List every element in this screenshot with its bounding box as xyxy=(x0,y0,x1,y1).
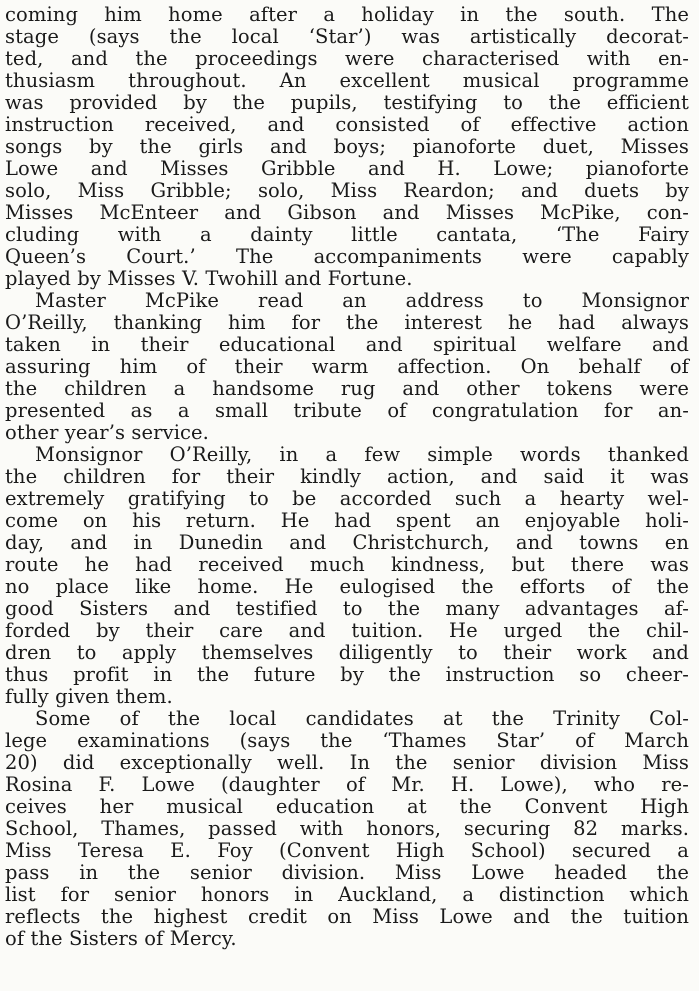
text-line: Master McPike read an address to Monsignor xyxy=(35,289,689,312)
text-line: Rosina F. Lowe (daughter of Mr. H. Lowe), who re- xyxy=(5,773,689,796)
text-line: thusiasm throughout. An excellent musical programme xyxy=(5,69,689,92)
text-line: Some of the local candidates at the Trinity Col- xyxy=(35,707,689,730)
paragraph-3 xyxy=(5,444,689,708)
text-line: route he had received much kindness, but there was xyxy=(5,553,689,576)
text-line: forded by their care and tuition. He urged the chil- xyxy=(5,619,689,642)
text-line: list for senior honors in Auckland, a distinction which xyxy=(5,883,689,906)
text-line: extremely gratifying to be accorded such a hearty wel- xyxy=(5,487,689,510)
paragraph-1 xyxy=(5,4,689,290)
text-line: Queen’s Court.’ The accompaniments were capably xyxy=(5,245,689,268)
text-line: Misses McEnteer and Gibson and Misses McPike, con- xyxy=(5,201,689,224)
text-line: taken in their educational and spiritual welfare and xyxy=(5,333,689,356)
text-line: School, Thames, passed with honors, securing 82 marks. xyxy=(5,817,689,840)
article-body xyxy=(5,4,689,950)
text-line: O’Reilly, thanking him for the interest he had always xyxy=(5,311,689,334)
text-line: the children a handsome rug and other tokens were xyxy=(5,377,689,400)
text-line: fully given them. xyxy=(5,685,173,708)
text-line: dren to apply themselves diligently to their work and xyxy=(5,641,689,664)
text-line: lege examinations (says the ‘Thames Star’ of March xyxy=(5,729,689,752)
text-line: ted, and the proceedings were characterised with en- xyxy=(5,47,689,70)
text-line: coming him home after a holiday in the south. The xyxy=(5,3,689,26)
text-line: Monsignor O’Reilly, in a few simple words thanked xyxy=(35,443,689,466)
text-line: pass in the senior division. Miss Lowe headed the xyxy=(5,861,689,884)
text-line: reflects the highest credit on Miss Lowe and the tuition xyxy=(5,905,689,928)
text-line: come on his return. He had spent an enjoyable holi- xyxy=(5,509,689,532)
text-line: Lowe and Misses Gribble and H. Lowe; pianoforte xyxy=(5,157,689,180)
text-line: cluding with a dainty little cantata, ‘The Fairy xyxy=(5,223,689,246)
text-line: the children for their kindly action, and said it was xyxy=(5,465,689,488)
paragraph-2 xyxy=(5,290,689,444)
text-line: songs by the girls and boys; pianoforte duet, Misses xyxy=(5,135,689,158)
text-line: Miss Teresa E. Foy (Convent High School) secured a xyxy=(5,839,689,862)
text-line: of the Sisters of Mercy. xyxy=(5,927,237,950)
text-line: other year’s service. xyxy=(5,421,209,444)
text-line: instruction received, and consisted of effective action xyxy=(5,113,689,136)
text-line: no place like home. He eulogised the efforts of the xyxy=(5,575,689,598)
text-line: stage (says the local ‘Star’) was artistically decorat- xyxy=(5,25,689,48)
text-line: presented as a small tribute of congratulation for an- xyxy=(5,399,689,422)
text-line: day, and in Dunedin and Christchurch, and towns en xyxy=(5,531,689,554)
text-line: was provided by the pupils, testifying to the efficient xyxy=(5,91,689,114)
text-line: 20) did exceptionally well. In the senior division Miss xyxy=(5,751,689,774)
text-line: assuring him of their warm affection. On behalf of xyxy=(5,355,689,378)
article-column xyxy=(5,4,689,950)
text-line: thus profit in the future by the instruction so cheer- xyxy=(5,663,689,686)
text-line: good Sisters and testified to the many advantages af- xyxy=(5,597,689,620)
text-line: played by Misses V. Twohill and Fortune. xyxy=(5,267,413,290)
text-line: ceives her musical education at the Convent High xyxy=(5,795,689,818)
text-line: solo, Miss Gribble; solo, Miss Reardon; and duets by xyxy=(5,179,689,202)
paragraph-4 xyxy=(5,708,689,950)
